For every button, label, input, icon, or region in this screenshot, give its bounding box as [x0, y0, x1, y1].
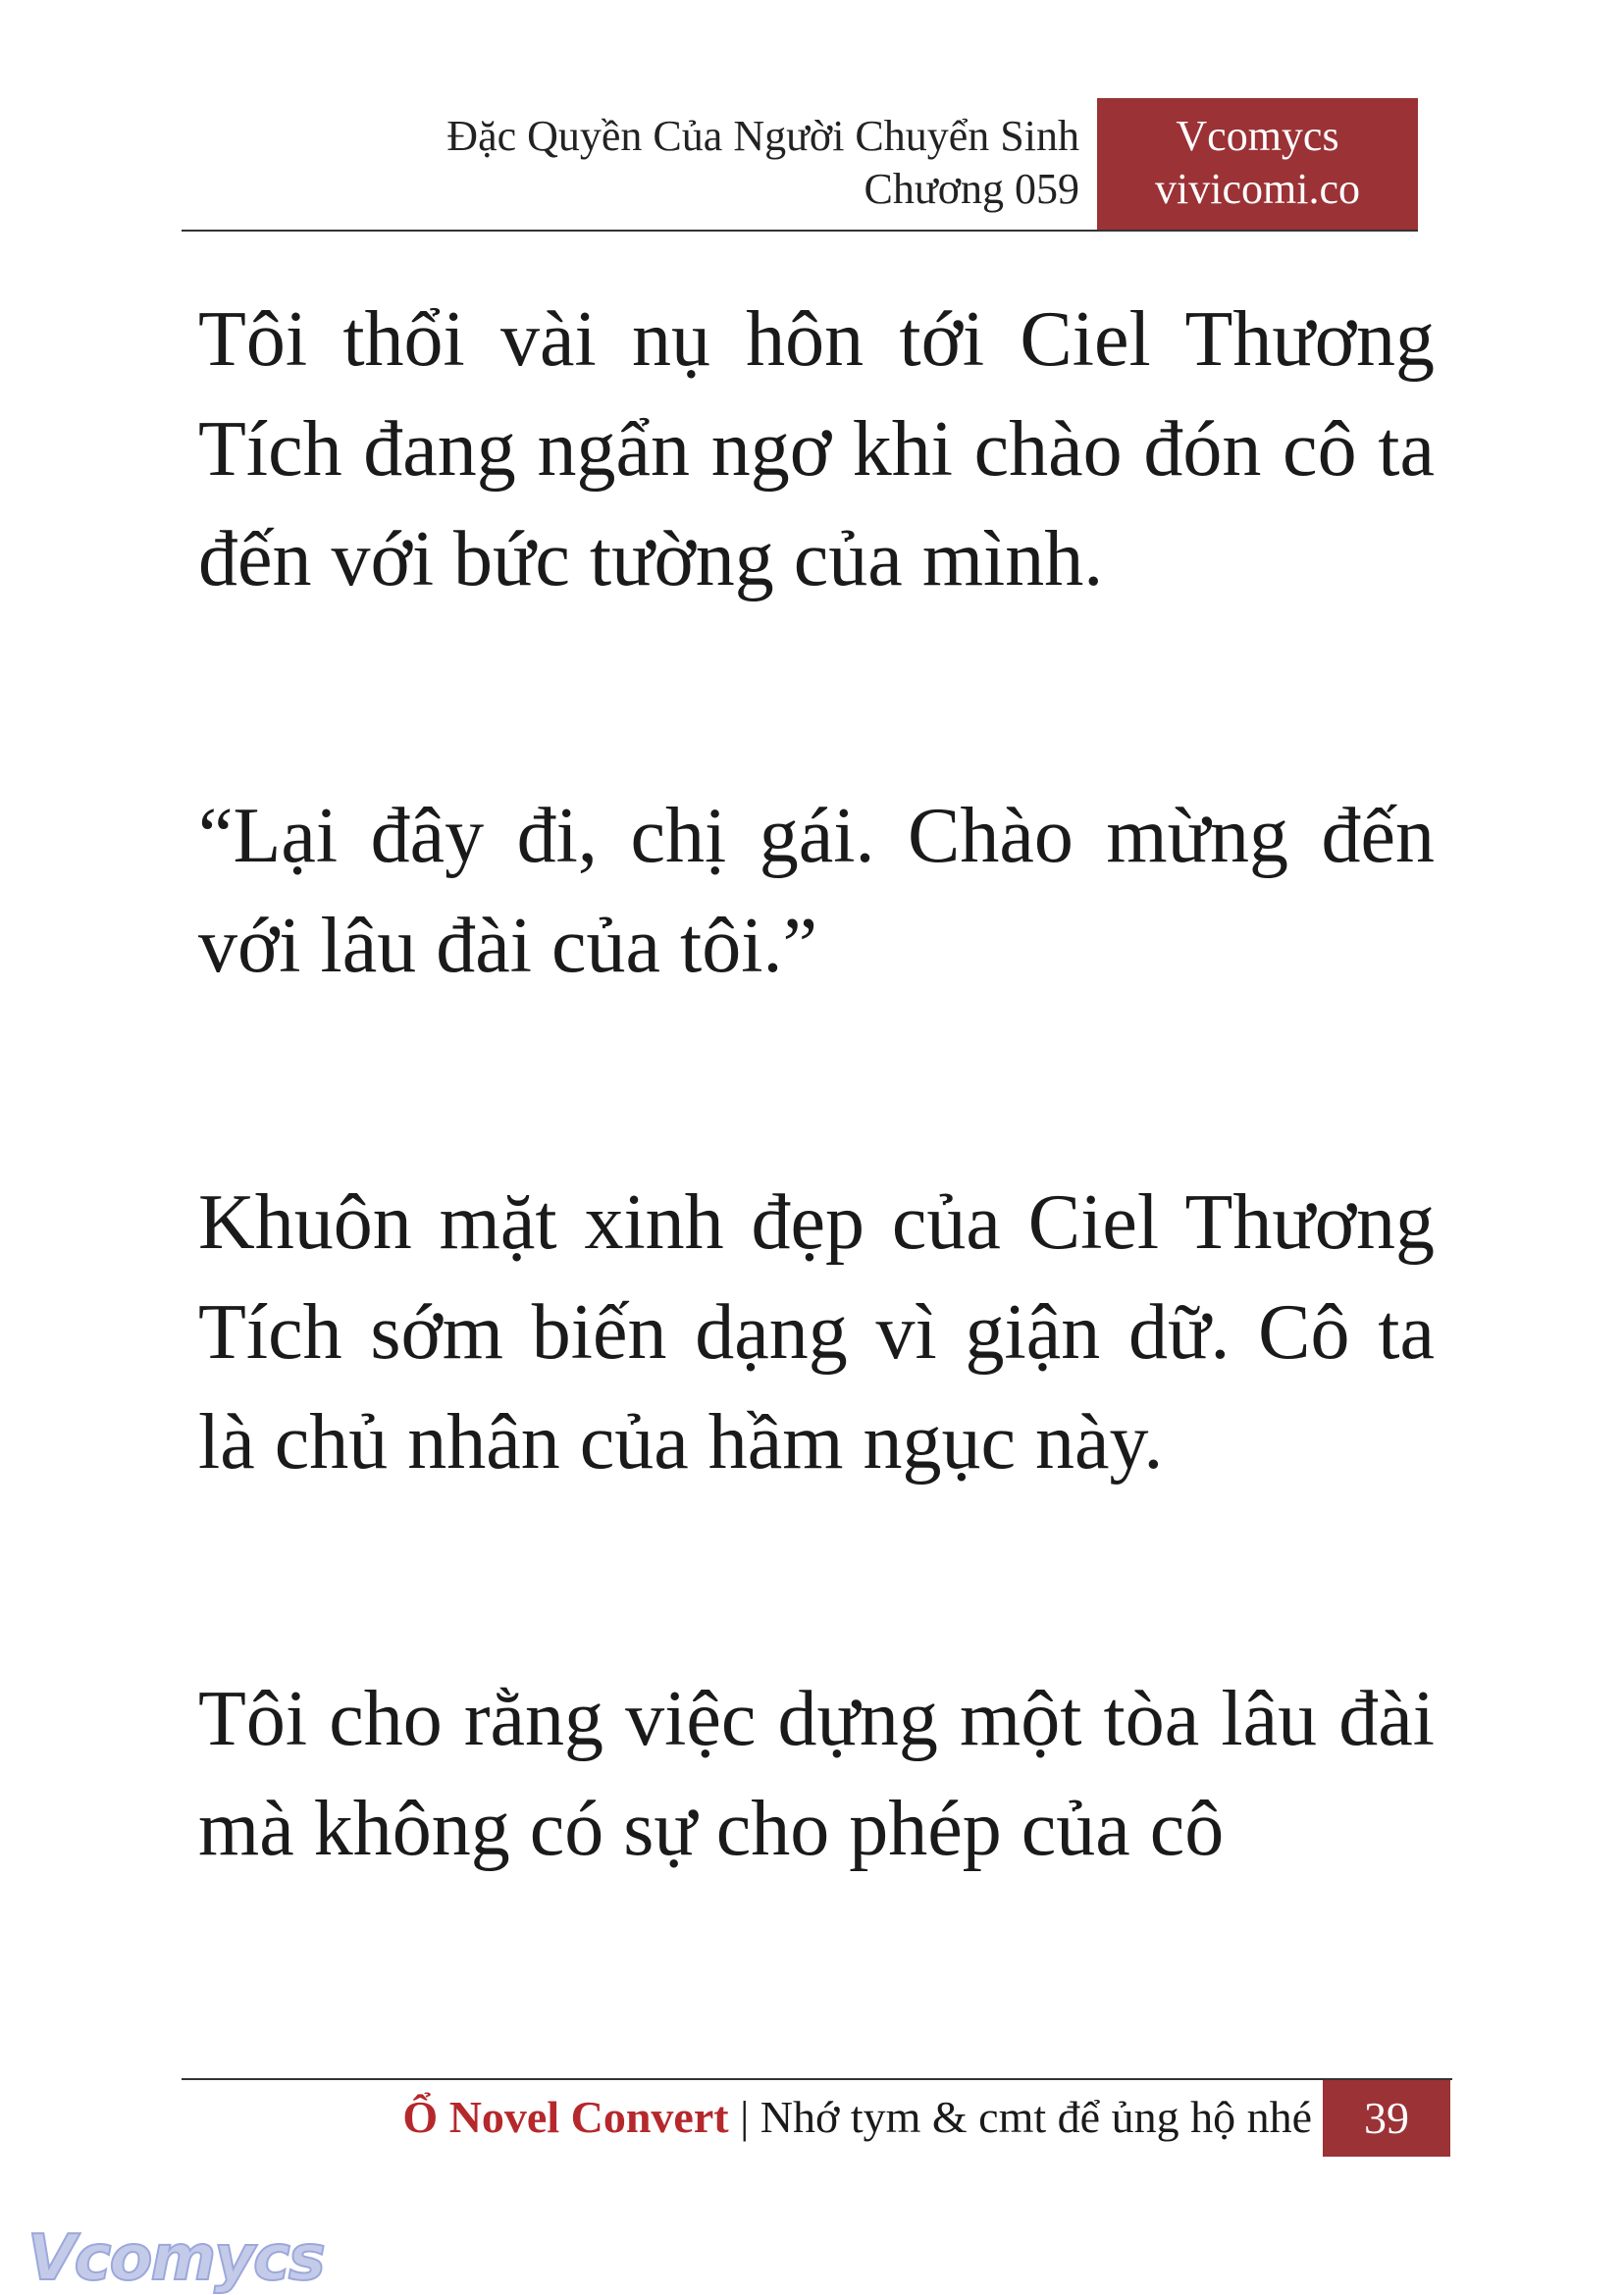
- footer-separator: |: [728, 2092, 760, 2142]
- paragraph: Tôi thổi vài nụ hôn tới Ciel Thương Tích đang ngẩn ngơ khi chào đón cô ta đến với bức tường của mình.: [198, 296, 1435, 602]
- footer-text: [402, 2088, 1312, 2147]
- footer-message: Nhớ tym & cmt để ủng hộ nhé: [760, 2092, 1312, 2142]
- chapter-label: Chương 059: [864, 165, 1079, 213]
- paragraph: Tôi cho rằng việc dựng một tòa lâu đài mà không có sự cho phép của cô: [198, 1676, 1435, 1872]
- page-content: [198, 285, 1435, 2051]
- header-title: [393, 110, 1079, 216]
- paragraph: “Lại đây đi, chị gái. Chào mừng đến với lâu đài của tôi.”: [198, 793, 1435, 989]
- brand-box: [1097, 98, 1418, 232]
- book-title: Đặc Quyền Của Người Chuyển Sinh: [446, 112, 1079, 160]
- brand-site: vivicomi.co: [1155, 165, 1360, 213]
- header-divider: [182, 230, 1418, 232]
- page-number: 39: [1323, 2080, 1450, 2157]
- footer-brand: Ổ Novel Convert: [402, 2092, 729, 2142]
- footer-divider: [182, 2078, 1452, 2080]
- paragraph: Khuôn mặt xinh đẹp của Ciel Thương Tích sớm biến dạng vì giận dữ. Cô ta là chủ nhân của hầm ngục này.: [198, 1179, 1435, 1486]
- watermark-logo: Vcomycs: [27, 2222, 324, 2295]
- brand-name: Vcomycs: [1176, 112, 1339, 160]
